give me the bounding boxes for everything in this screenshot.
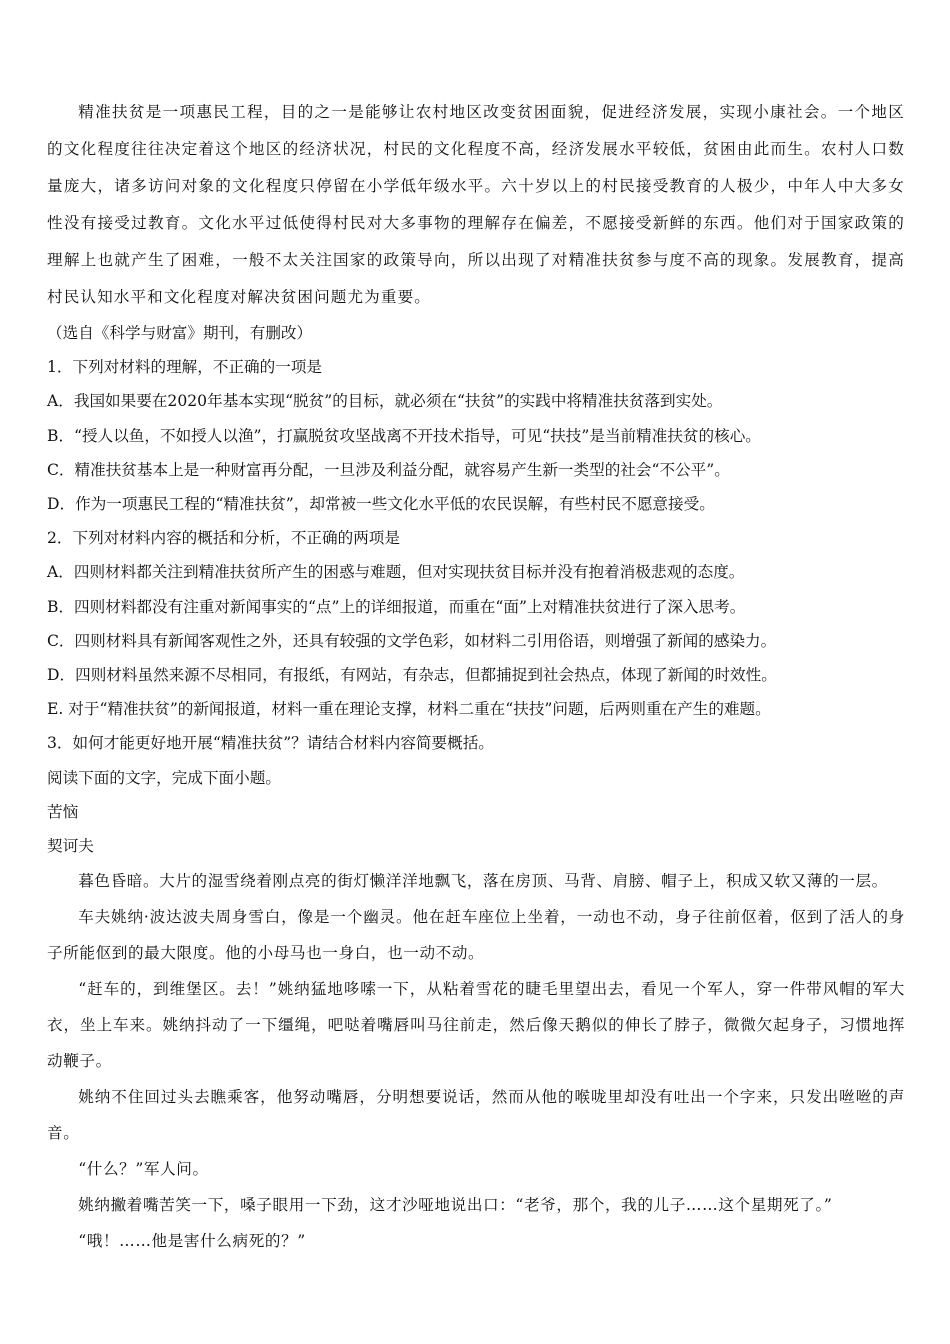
question-2-option-e: E. 对于“精准扶贫”的新闻报道，材料一重在理论支撑，材料二重在“扶技”问题，后两则重在产生的难题。 [47,700,771,719]
question-1-option-b: B．“授人以鱼，不如授人以渔”，打赢脱贫攻坚战离不开技术指导，可见“扶技”是当前精准扶贫的核心。 [47,426,761,445]
question-1-option-a: A．我国如果要在2020年基本实现“脱贫”的目标，就必须在“扶贫”的实践中将精准扶贫落到实处。 [47,392,723,411]
material-source: （选自《科学与财富》期刊，有删改） [47,324,313,342]
reading-title: 苦恼 [47,802,79,821]
question-2-option-d: D．四则材料虽然来源不尽相同，有报纸，有网站，有杂志，但都捕捉到社会热点，体现了新闻的时效性。 [47,666,777,685]
question-1-option-c: C．精准扶贫基本上是一种财富再分配，一旦涉及利益分配，就容易产生新一类型的社会“不公平”。 [47,460,730,479]
story-paragraph: 姚纳不住回过头去瞧乘客，他努动嘴唇，分明想要说话，然而从他的喉咙里却没有吐出一个字来，只发出咝咝的声音。 [47,1088,905,1143]
document-page [47,94,905,1259]
question-2-stem: 2．下列对材料内容的概括和分析，不正确的两项是 [47,529,400,548]
reading-author: 契诃夫 [47,837,94,856]
question-1-stem: 1．下列对材料的理解，不正确的一项是 [47,358,323,377]
story-paragraph: 姚纳撇着嘴苦笑一下，嗓子眼用一下劲，这才沙哑地说出口：“老爷，那个，我的儿子……这个星期死了。” [78,1196,833,1215]
question-1-option-d: D．作为一项惠民工程的“精准扶贫”，却常被一些文化水平低的农民误解，有些村民不愿意接受。 [47,495,715,514]
reading-instruction: 阅读下面的文字，完成下面小题。 [47,768,281,787]
question-3-stem: 3．如何才能更好地开展“精准扶贫”？请结合材料内容简要概括。 [47,734,494,753]
material-paragraph: 精准扶贫是一项惠民工程，目的之一是能够让农村地区改变贫困面貌，促进经济发展，实现小康社会。一个地区的文化程度往往决定着这个地区的经济状况，村民的文化程度不高，经济发展水平较低，贫困由此而生。农村人口数量庞大，诸多访问对象的文化程度只停留在小学低年级水平。六十岁以上的村民接受教育的人极少，中年人中大多女性没有接受过教育。文化水平过低使得村民对大多事物的理解存在偏差，不愿接受新鲜的东西。他们对于国家政策的理解上也就产生了困难，一般不太关注国家的政策导向，所以出现了对精准扶贫参与度不高的现象。发展教育，提高村民认知水平和文化程度对解决贫困问题尤为重要。 [47,103,905,306]
question-2-option-c: C．四则材料具有新闻客观性之外，还具有较强的文学色彩，如材料二引用俗语，则增强了新闻的感染力。 [47,631,777,650]
story-paragraph: “赶车的，到维堡区。去！”姚纳猛地哆嗦一下，从粘着雪花的睫毛里望出去，看见一个军人，穿一件带风帽的军大衣，坐上车来。姚纳抖动了一下缰绳，吧哒着嘴唇叫马往前走，然后像天鹅似的伸长了脖子，微微欠起身子，习惯地挥动鞭子。 [47,980,905,1071]
story-paragraph: “哦！……他是害什么病死的？” [78,1232,306,1251]
question-2-option-b: B．四则材料都没有注重对新闻事实的“点”上的详细报道，而重在“面”上对精准扶贫进行了深入思考。 [47,597,746,616]
story-paragraph: 车夫姚纳·波达波夫周身雪白，像是一个幽灵。他在赶车座位上坐着，一动也不动，身子往前伛着，伛到了活人的身子所能伛到的最大限度。他的小母马也一身白，也一动不动。 [47,908,905,963]
story-paragraph: “什么？”军人问。 [78,1160,209,1179]
question-2-option-a: A．四则材料都关注到精准扶贫所产生的困惑与难题，但对实现扶贫目标并没有抱着消极悲观的态度。 [47,563,745,582]
story-paragraph: 暮色昏暗。大片的湿雪绕着刚点亮的街灯懒洋洋地飘飞，落在房顶、马背、肩膀、帽子上，积成又软又薄的一层。 [78,872,888,891]
